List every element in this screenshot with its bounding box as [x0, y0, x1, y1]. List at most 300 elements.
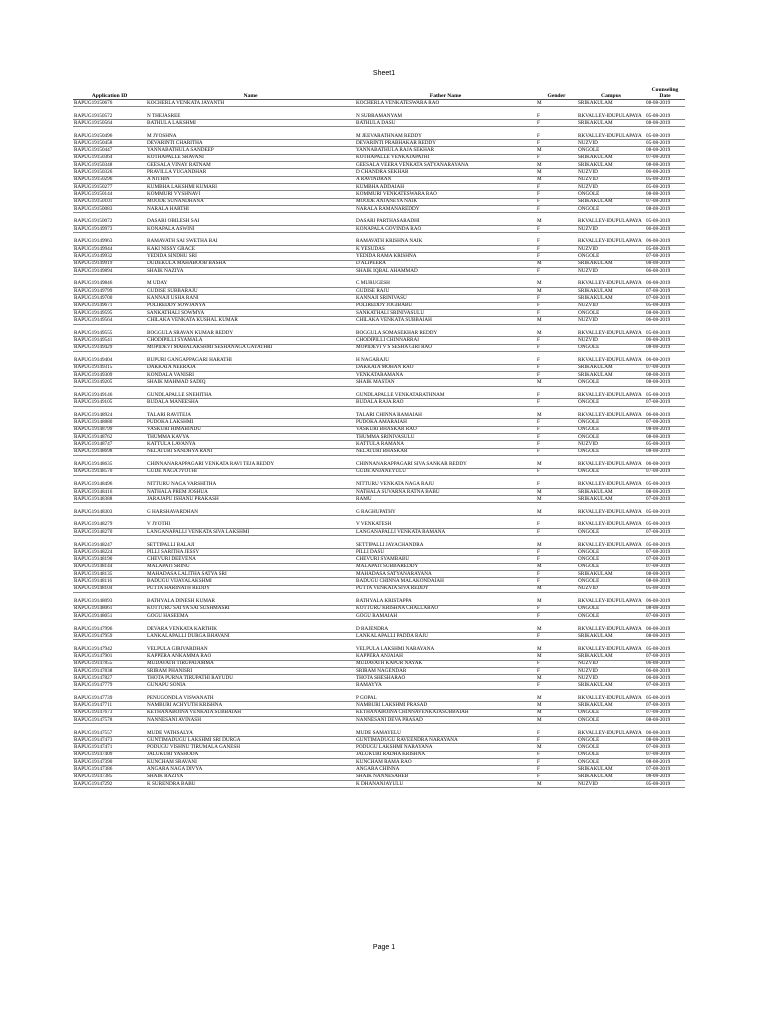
table-row — [73, 351, 685, 364]
table-row — [73, 744, 685, 751]
table-row — [73, 724, 685, 737]
cell-counseling-date: 08-08-2019 — [645, 488, 685, 495]
cell-counseling-date: 06-08-2019 — [645, 667, 685, 674]
cell-application-id: RAPUG19147578 — [73, 717, 146, 724]
cell-counseling-date: 08-08-2019 — [645, 448, 685, 455]
cell-counseling-date: 08-08-2019 — [645, 578, 685, 585]
cell-counseling-date: 08-08-2019 — [645, 191, 685, 198]
cell-application-id: RAPUG19150564 — [73, 120, 146, 127]
cell-counseling-date: 07-08-2019 — [645, 556, 685, 563]
table-row — [73, 613, 685, 620]
table-row — [73, 633, 685, 640]
cell-gender: M — [536, 620, 577, 633]
cell-gender: M — [536, 717, 577, 724]
cell-father-name: V VENKATESH — [355, 516, 536, 529]
table-row — [73, 379, 685, 386]
cell-name: JALUKURI YASHODA — [146, 751, 355, 758]
cell-counseling-date: 07-08-2019 — [645, 766, 685, 773]
cell-gender: M — [536, 563, 577, 570]
cell-gender: M — [536, 324, 577, 337]
cell-counseling-date: 06-08-2019 — [645, 675, 685, 682]
cell-father-name: K YESUDAS — [355, 246, 536, 253]
cell-gender: F — [536, 441, 577, 448]
cell-campus: NUZVID — [577, 176, 645, 183]
cell-campus: RKVALLEY-IDUPULAPAYA — [577, 127, 645, 140]
cell-gender: F — [536, 154, 577, 161]
cell-application-id: RAPUG19150676 — [73, 100, 146, 107]
cell-campus: ONGOLE — [577, 556, 645, 563]
cell-counseling-date: 07-08-2019 — [645, 496, 685, 503]
cell-gender: M — [536, 176, 577, 183]
table-row — [73, 225, 685, 232]
cell-application-id: RAPUG19148104 — [73, 585, 146, 592]
cell-name: VASKURI HIMABINDU — [146, 426, 355, 433]
cell-campus: SRIKAKULAM — [577, 766, 645, 773]
cell-name: KOMMURI VYSHNAVI — [146, 191, 355, 198]
table-row — [73, 191, 685, 198]
cell-application-id: RAPUG19147473 — [73, 737, 146, 744]
cell-campus: SRIKAKULAM — [577, 496, 645, 503]
cell-counseling-date: 07-08-2019 — [645, 563, 685, 570]
cell-counseling-date: 07-08-2019 — [645, 288, 685, 295]
cell-gender: F — [536, 344, 577, 351]
cell-father-name: M JEEVARATHNAM REDDY — [355, 127, 536, 140]
cell-father-name: KOTTURU KRISHNA CHALLARAO — [355, 605, 536, 612]
cell-counseling-date: 07-08-2019 — [645, 751, 685, 758]
cell-campus: RKVALLEY-IDUPULAPAYA — [577, 107, 645, 120]
cell-application-id: RAPUG19150296 — [73, 176, 146, 183]
cell-application-id: RAPUG19147471 — [73, 744, 146, 751]
cell-gender: F — [536, 253, 577, 260]
cell-father-name: PODUGU LAKSHMI NARAYANA — [355, 744, 536, 751]
table-row — [73, 253, 685, 260]
table-row — [73, 386, 685, 399]
cell-counseling-date: 08-08-2019 — [645, 147, 685, 154]
cell-father-name: A RAVINDRAN — [355, 176, 536, 183]
cell-gender: M — [536, 592, 577, 605]
cell-campus: SRIKAKULAM — [577, 682, 645, 689]
cell-father-name: GUNDLAPALLE VENKATARATHNAM — [355, 386, 536, 399]
cell-campus: RKVALLEY-IDUPULAPAYA — [577, 620, 645, 633]
cell-name: SANKATHALI SOWMYA — [146, 309, 355, 316]
cell-gender: M — [536, 503, 577, 516]
cell-application-id: RAPUG19149541 — [73, 337, 146, 344]
cell-father-name: JALUKURI RADHA KRISHNA — [355, 751, 536, 758]
cell-gender: F — [536, 205, 577, 212]
cell-application-id: RAPUG19147901 — [73, 653, 146, 660]
cell-counseling-date: 06-08-2019 — [645, 660, 685, 667]
cell-gender: F — [536, 766, 577, 773]
cell-campus: ONGOLE — [577, 605, 645, 612]
cell-campus: ONGOLE — [577, 759, 645, 766]
cell-application-id: RAPUG19149799 — [73, 288, 146, 295]
cell-counseling-date: 05-08-2019 — [645, 127, 685, 140]
cell-application-id: RAPUG19148061 — [73, 605, 146, 612]
cell-name: N THEJASREE — [146, 107, 355, 120]
cell-father-name: BUDALA RAJA RAO — [355, 399, 536, 406]
cell-application-id: RAPUG19150458 — [73, 140, 146, 147]
cell-application-id: RAPUG19150101 — [73, 198, 146, 205]
cell-campus: ONGOLE — [577, 434, 645, 441]
cell-father-name: MOODE ANJANEYA NAIK — [355, 198, 536, 205]
table-row — [73, 260, 685, 267]
cell-father-name: KANNAJI SRINIVASU — [355, 295, 536, 302]
cell-campus: ONGOLE — [577, 549, 645, 556]
table-row — [73, 337, 685, 344]
cell-application-id: RAPUG19147386 — [73, 766, 146, 773]
cell-gender: M — [536, 162, 577, 169]
cell-father-name: K DHANANJAYULU — [355, 780, 536, 787]
cell-campus: NUZVID — [577, 667, 645, 674]
applicants-table — [73, 84, 685, 788]
cell-gender: F — [536, 302, 577, 309]
cell-father-name: SHAIK IQBAL AHAMMAD — [355, 267, 536, 274]
cell-name: V JYOTHI — [146, 516, 355, 529]
cell-counseling-date: 07-08-2019 — [645, 653, 685, 660]
cell-counseling-date: 07-08-2019 — [645, 709, 685, 716]
cell-name: GUNAPU SONIA — [146, 682, 355, 689]
cell-campus: NUZVID — [577, 302, 645, 309]
table-row — [73, 455, 685, 468]
cell-gender: F — [536, 225, 577, 232]
cell-counseling-date: 06-08-2019 — [645, 233, 685, 246]
cell-application-id: RAPUG19149105 — [73, 399, 146, 406]
table-row — [73, 198, 685, 205]
table-row — [73, 503, 685, 516]
cell-gender: M — [536, 169, 577, 176]
cell-application-id: RAPUG19148762 — [73, 434, 146, 441]
cell-name: BUDALA MANEESHA — [146, 399, 355, 406]
cell-father-name: NELATURI BHASKAR — [355, 448, 536, 455]
table-row — [73, 571, 685, 578]
cell-campus: ONGOLE — [577, 744, 645, 751]
cell-name: KAKI NISSY GRACE — [146, 246, 355, 253]
cell-gender: F — [536, 434, 577, 441]
cell-gender: F — [536, 605, 577, 612]
table-row — [73, 780, 685, 787]
table-row — [73, 717, 685, 724]
cell-counseling-date: 06-08-2019 — [645, 225, 685, 232]
cell-counseling-date: 07-08-2019 — [645, 419, 685, 426]
cell-gender: M — [536, 653, 577, 660]
cell-campus: ONGOLE — [577, 709, 645, 716]
cell-father-name: RAMAVATH KRISHNA NAIK — [355, 233, 536, 246]
table-row — [73, 213, 685, 226]
cell-name: CHILAKA VENKATA KUSHAL KUMAR — [146, 317, 355, 324]
cell-application-id: RAPUG19147838 — [73, 667, 146, 674]
table-row — [73, 448, 685, 455]
table-row — [73, 496, 685, 503]
table-row — [73, 585, 685, 592]
cell-name: MUDE VATHSALYA — [146, 724, 355, 737]
table-row — [73, 344, 685, 351]
table-row — [73, 233, 685, 246]
cell-father-name: DEVARINTI PRABHAKAR REDDY — [355, 140, 536, 147]
cell-name: CHEVURI DEEVENA — [146, 556, 355, 563]
cell-father-name: MUDAVATH KAPUR NAYAK — [355, 660, 536, 667]
cell-campus: SRIKAKULAM — [577, 100, 645, 107]
cell-campus: RKVALLEY-IDUPULAPAYA — [577, 640, 645, 653]
table-row — [73, 468, 685, 475]
table-row — [73, 660, 685, 667]
cell-gender: M — [536, 640, 577, 653]
cell-name: BATHULA LAKSHMI — [146, 120, 355, 127]
cell-counseling-date: 08-08-2019 — [645, 372, 685, 379]
table-row — [73, 426, 685, 433]
cell-application-id: RAPUG19147855 — [73, 660, 146, 667]
table-row — [73, 107, 685, 120]
cell-gender: F — [536, 246, 577, 253]
cell-counseling-date: 05-08-2019 — [645, 441, 685, 448]
cell-gender: F — [536, 476, 577, 489]
cell-name: GEESALA VINAY RATNAM — [146, 162, 355, 169]
cell-gender: F — [536, 468, 577, 475]
table-row — [73, 441, 685, 448]
cell-name: SRIRAM PHANISRI — [146, 667, 355, 674]
cell-campus: ONGOLE — [577, 191, 645, 198]
cell-application-id: RAPUG19150447 — [73, 147, 146, 154]
cell-counseling-date: 07-08-2019 — [645, 198, 685, 205]
table-row — [73, 488, 685, 495]
cell-campus: ONGOLE — [577, 578, 645, 585]
cell-name: PILLI SARITHA JESSY — [146, 549, 355, 556]
cell-counseling-date: 06-08-2019 — [645, 724, 685, 737]
cell-application-id: RAPUG19147996 — [73, 620, 146, 633]
cell-counseling-date: 06-08-2019 — [645, 169, 685, 176]
cell-application-id: RAPUG19147385 — [73, 773, 146, 780]
cell-name: YEDIDA SINDHU SRI — [146, 253, 355, 260]
cell-application-id: RAPUG19147827 — [73, 675, 146, 682]
header-counseling-date: Counseling Date — [645, 84, 685, 100]
cell-campus: ONGOLE — [577, 253, 645, 260]
cell-application-id: RAPUG19148190 — [73, 556, 146, 563]
cell-application-id: RAPUG19149973 — [73, 225, 146, 232]
cell-name: KUNCHAM SRAVANI — [146, 759, 355, 766]
cell-campus: RKVALLEY-IDUPULAPAYA — [577, 516, 645, 529]
cell-counseling-date: 07-08-2019 — [645, 468, 685, 475]
cell-campus: SRIKAKULAM — [577, 295, 645, 302]
cell-name: BATHYALA DINESH KUMAR — [146, 592, 355, 605]
table-row — [73, 275, 685, 288]
cell-campus: SRIKAKULAM — [577, 364, 645, 371]
cell-campus: NUZVID — [577, 169, 645, 176]
cell-campus: NUZVID — [577, 140, 645, 147]
table-row — [73, 406, 685, 419]
table-row — [73, 640, 685, 653]
cell-name: A NITHIN — [146, 176, 355, 183]
cell-father-name: H NAGARAJU — [355, 351, 536, 364]
cell-name: LANKALAPALLI DURGA BHAVANI — [146, 633, 355, 640]
table-row — [73, 176, 685, 183]
cell-application-id: RAPUG19148093 — [73, 592, 146, 605]
cell-gender: M — [536, 406, 577, 419]
cell-counseling-date: 06-08-2019 — [645, 455, 685, 468]
cell-name: GUDISE SUBBARAJU — [146, 288, 355, 295]
cell-name: SHAIK NAZIYA — [146, 267, 355, 274]
cell-gender: M — [536, 100, 577, 107]
table-row — [73, 653, 685, 660]
cell-gender: M — [536, 496, 577, 503]
cell-name: CHINNANARAPPAGARI VENKATA RAVI TEJA REDDY — [146, 455, 355, 468]
cell-campus: NUZVID — [577, 780, 645, 787]
cell-gender: F — [536, 107, 577, 120]
cell-gender: M — [536, 260, 577, 267]
cell-campus: RKVALLEY-IDUPULAPAYA — [577, 476, 645, 489]
cell-father-name: BOGGULA SOMASEKHAR REDDY — [355, 324, 536, 337]
cell-father-name: RAMU — [355, 496, 536, 503]
cell-application-id: RAPUG19149555 — [73, 324, 146, 337]
cell-name: KOTHAPALLE SRAVANI — [146, 154, 355, 161]
cell-father-name: BADUGU CHINNA MALAKONDAIAH — [355, 578, 536, 585]
cell-campus: RKVALLEY-IDUPULAPAYA — [577, 406, 645, 419]
cell-gender: F — [536, 233, 577, 246]
cell-name: KUMBHA LAKSHMI KUMARI — [146, 183, 355, 190]
cell-gender: F — [536, 633, 577, 640]
cell-father-name: LANKALAPALLI PADDA RAJU — [355, 633, 536, 640]
cell-gender: F — [536, 660, 577, 667]
cell-gender: M — [536, 780, 577, 787]
cell-gender: F — [536, 120, 577, 127]
cell-campus: ONGOLE — [577, 448, 645, 455]
cell-application-id: RAPUG19147557 — [73, 724, 146, 737]
cell-name: PUDOKA LAKSHMI — [146, 419, 355, 426]
cell-name: JARAJAPU ISHANU PRAKASH — [146, 496, 355, 503]
cell-gender: F — [536, 399, 577, 406]
cell-father-name: SHAIK MASTAN — [355, 379, 536, 386]
cell-gender: M — [536, 488, 577, 495]
cell-campus: SRIKAKULAM — [577, 773, 645, 780]
cell-counseling-date: 07-08-2019 — [645, 399, 685, 406]
cell-father-name: TALARI CHINNA RAMAIAH — [355, 406, 536, 419]
cell-campus: SRIKAKULAM — [577, 488, 645, 495]
cell-counseling-date: 07-08-2019 — [645, 702, 685, 709]
cell-counseling-date: 07-08-2019 — [645, 549, 685, 556]
cell-application-id: RAPUG19149315 — [73, 364, 146, 371]
cell-campus: ONGOLE — [577, 309, 645, 316]
cell-father-name: BATHULA DASU — [355, 120, 536, 127]
cell-father-name: N SUBRAMANYAM — [355, 107, 536, 120]
cell-name: NITTURU NAGA VARSHITHA — [146, 476, 355, 489]
cell-name: NATHALA PREM JOSHUA — [146, 488, 355, 495]
cell-gender: M — [536, 689, 577, 702]
table-body — [73, 100, 685, 788]
table-row — [73, 183, 685, 190]
cell-campus: NUZVID — [577, 317, 645, 324]
cell-father-name: SETTIPALLI JAYACHANDRA — [355, 536, 536, 549]
cell-counseling-date: 05-08-2019 — [645, 324, 685, 337]
cell-counseling-date: 08-08-2019 — [645, 571, 685, 578]
cell-campus: SRIKAKULAM — [577, 633, 645, 640]
cell-father-name: NAMBURI LAKSHMI PRASAD — [355, 702, 536, 709]
cell-name: NANNESANI AVINASH — [146, 717, 355, 724]
cell-name: NAMBURI ACHYUTH KRISHNA — [146, 702, 355, 709]
cell-gender: F — [536, 724, 577, 737]
cell-application-id: RAPUG19150364 — [73, 154, 146, 161]
table-row — [73, 773, 685, 780]
table-row — [73, 399, 685, 406]
cell-father-name: SHAIK NANNESAHEB — [355, 773, 536, 780]
cell-campus: NUZVID — [577, 337, 645, 344]
cell-application-id: RAPUG19150072 — [73, 213, 146, 226]
cell-name: POLIREDDY SOWJANYA — [146, 302, 355, 309]
cell-application-id: RAPUG19148303 — [73, 503, 146, 516]
cell-counseling-date: 05-08-2019 — [645, 476, 685, 489]
cell-counseling-date: 05-08-2019 — [645, 302, 685, 309]
cell-campus: RKVALLEY-IDUPULAPAYA — [577, 689, 645, 702]
cell-gender: F — [536, 140, 577, 147]
cell-gender: M — [536, 147, 577, 154]
table-row — [73, 302, 685, 309]
header-application-id: Application ID — [73, 84, 146, 100]
cell-application-id: RAPUG19147409 — [73, 751, 146, 758]
cell-name: LANGANAPALLI VENKATA SIVA LAKSHMI — [146, 529, 355, 536]
cell-campus: NUZVID — [577, 225, 645, 232]
cell-father-name: CHODIPILLI CHINNARRAI — [355, 337, 536, 344]
cell-application-id: RAPUG19149564 — [73, 317, 146, 324]
cell-counseling-date: 05-08-2019 — [645, 689, 685, 702]
cell-counseling-date: 07-08-2019 — [645, 744, 685, 751]
table-row — [73, 246, 685, 253]
cell-name: KATTULA LAVANYA — [146, 441, 355, 448]
cell-counseling-date: 05-08-2019 — [645, 213, 685, 226]
cell-name: TALARI RAVITEJA — [146, 406, 355, 419]
cell-counseling-date: 07-08-2019 — [645, 295, 685, 302]
cell-counseling-date: 06-08-2019 — [645, 620, 685, 633]
cell-counseling-date: 08-08-2019 — [645, 162, 685, 169]
cell-gender: F — [536, 295, 577, 302]
cell-father-name: CHILAKA VENKATA SUBBAIAH — [355, 317, 536, 324]
cell-counseling-date: 08-08-2019 — [645, 100, 685, 107]
cell-gender: F — [536, 667, 577, 674]
cell-father-name: VELPULA LAKSHMI NARAYANA — [355, 640, 536, 653]
cell-campus: ONGOLE — [577, 563, 645, 570]
cell-counseling-date: 05-08-2019 — [645, 246, 685, 253]
cell-campus: RKVALLEY-IDUPULAPAYA — [577, 592, 645, 605]
cell-counseling-date: 06-08-2019 — [645, 337, 685, 344]
table-row — [73, 120, 685, 127]
cell-campus: ONGOLE — [577, 379, 645, 386]
table-row — [73, 737, 685, 744]
cell-counseling-date: 07-08-2019 — [645, 364, 685, 371]
table-row — [73, 476, 685, 489]
cell-campus: SRIKAKULAM — [577, 260, 645, 267]
cell-gender: F — [536, 198, 577, 205]
cell-campus: ONGOLE — [577, 147, 645, 154]
cell-counseling-date: 06-08-2019 — [645, 317, 685, 324]
cell-counseling-date: 08-08-2019 — [645, 759, 685, 766]
cell-father-name: CHINNANARAPPAGARI SIVA SANKAR REDDY — [355, 455, 536, 468]
cell-application-id: RAPUG19149932 — [73, 253, 146, 260]
cell-counseling-date: 06-08-2019 — [645, 275, 685, 288]
cell-father-name: GOGU RAMAIAH — [355, 613, 536, 620]
table-row — [73, 751, 685, 758]
table-row — [73, 140, 685, 147]
cell-application-id: RAPUG19149595 — [73, 309, 146, 316]
header-gender: Gender — [536, 84, 577, 100]
cell-application-id: RAPUG19150496 — [73, 127, 146, 140]
cell-father-name: KUMBHA ADDAIAH — [355, 183, 536, 190]
header-father-name: Father Name — [355, 84, 536, 100]
cell-application-id: RAPUG19147673 — [73, 709, 146, 716]
cell-gender: F — [536, 578, 577, 585]
table-row — [73, 675, 685, 682]
table-row — [73, 549, 685, 556]
table-row — [73, 702, 685, 709]
cell-campus: ONGOLE — [577, 344, 645, 351]
cell-name: MALAPATI SRINU — [146, 563, 355, 570]
cell-father-name: THOTA SHESHARAO — [355, 675, 536, 682]
cell-application-id: RAPUG19150572 — [73, 107, 146, 120]
